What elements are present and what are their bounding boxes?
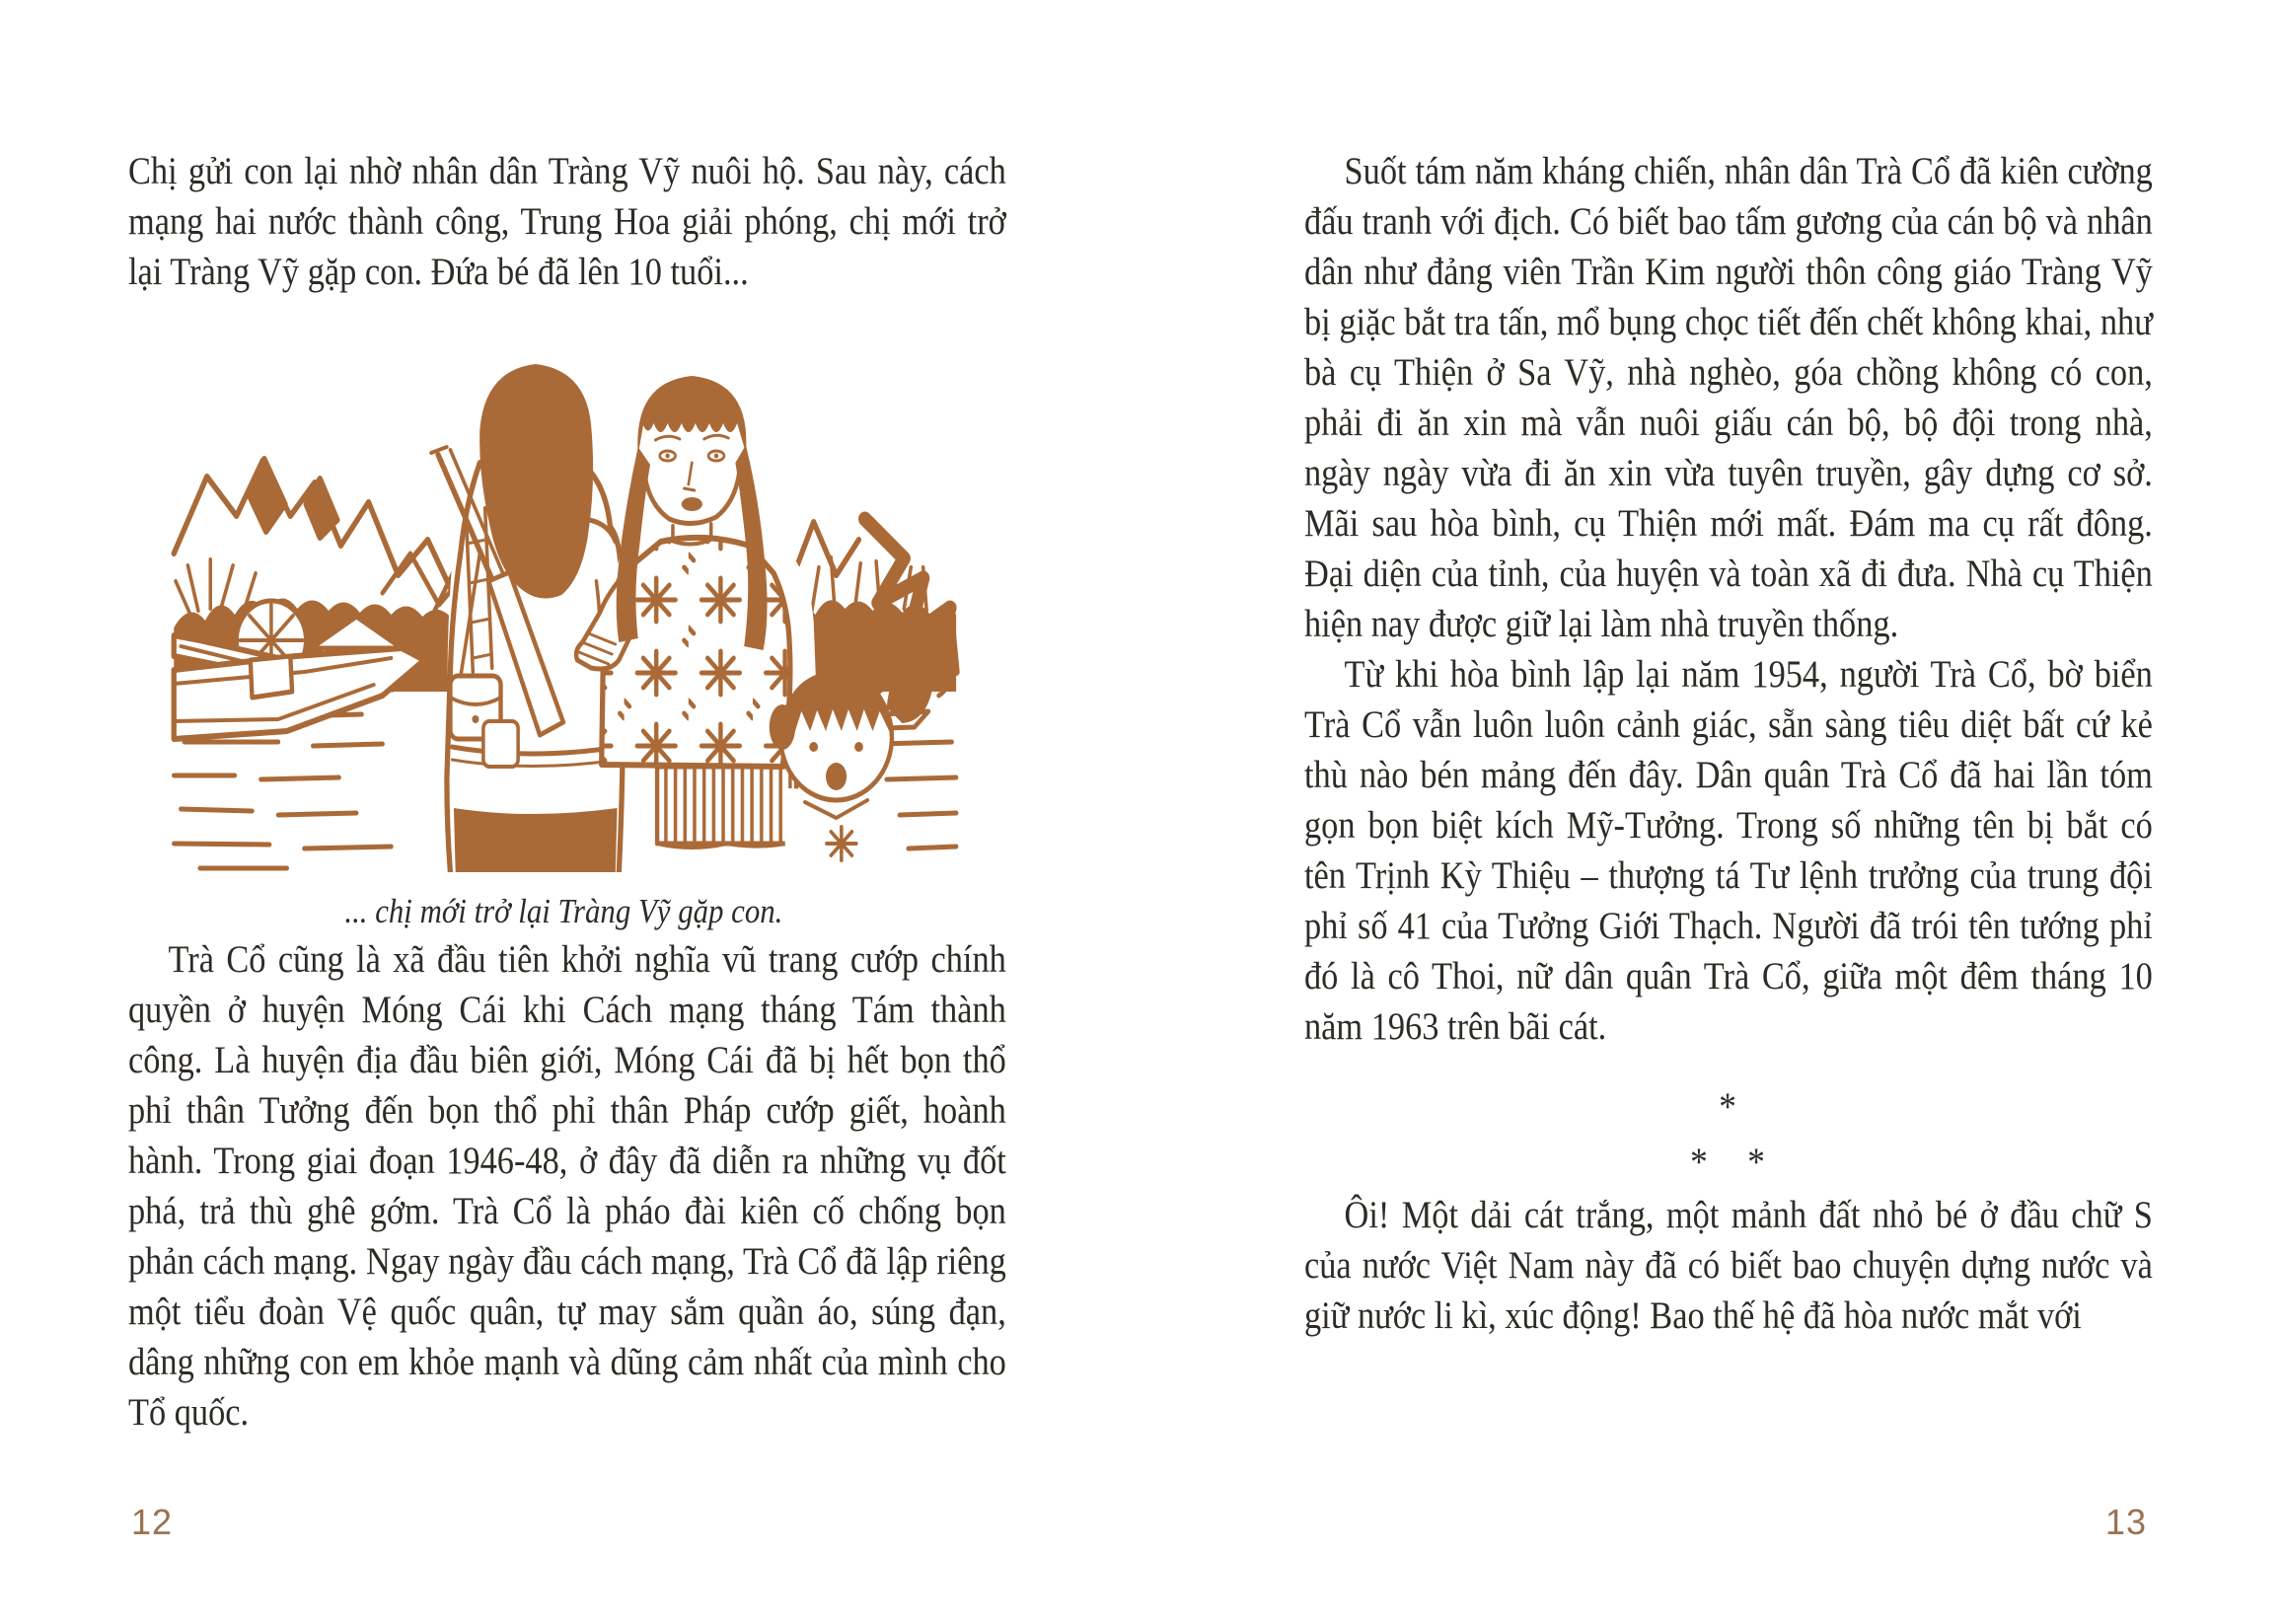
page-number-right: 13 [2105,1502,2148,1542]
story-illustration [121,344,1006,934]
section-separator [1304,1079,2153,1190]
paragraph: Trà Cổ cũng là xã đầu tiên khởi nghĩa vũ trang cướp chính quyền ở huyện Móng Cái khi Cách mạng tháng Tám thành công. Là huyện địa đầu biên giới, Móng Cái đã bị hết bọn thổ phỉ thân Tưởng đến bọn thổ phỉ thân Pháp cướp giết, hoành hành. Trong giai đoạn 1946-48, ở đây đã diễn ra những vụ đốt phá, trả thù ghê gớm. Trà Cổ là pháo đài kiên cố chống bọn phản cách mạng. Ngay ngày đầu cách mạng, Trà Cổ đã lập riêng một tiểu đoàn Vệ quốc quân, tự may sắm quần áo, súng đạn, dâng những con em khỏe mạnh và dũng cảm nhất của mình cho Tổ quốc. [128,938,1006,1434]
paragraph: Chị gửi con lại nhờ nhân dân Tràng Vỹ nuôi hộ. Sau này, cách mạng hai nước thành công, Trung Hoa giải phóng, chị mới trở lại Tràng Vỹ gặp con. Đứa bé đã lên 10 tuổi... [128,150,1006,293]
paragraph: Ôi! Một dải cát trắng, một mảnh đất nhỏ bé ở đầu chữ S của nước Việt Nam này đã có biết bao chuyện dựng nước và giữ nước li kì, xúc động! Bao thế hệ đã hòa nước mắt với [1304,1194,2153,1337]
illustration-caption: ... chị mới trở lại Tràng Vỹ gặp con. [344,892,783,930]
book-page-right [1304,146,2151,1341]
book-page-left [128,146,1006,1438]
separator-asterisk-row-2: * * [1690,1140,1767,1184]
page-number-left: 12 [131,1502,174,1542]
separator-asterisk-row-1: * [1719,1084,1738,1129]
illustration-two-women-child-boats [121,344,1009,872]
paragraph: Suốt tám năm kháng chiến, nhân dân Trà Cổ đã kiên cường đấu tranh với địch. Có biết bao tấm gương của cán bộ và nhân dân như đảng viên Trần Kim người thôn công giáo Tràng Vỹ bị giặc bắt tra tấn, mổ bụng chọc tiết đến chết không khai, như bà cụ Thiện ở Sa Vỹ, nhà nghèo, góa chồng không có con, phải đi ăn xin mà vẫn nuôi giấu cán bộ, bộ đội trong nhà, ngày ngày vừa đi ăn xin vừa tuyên truyền, gây dựng cơ sở. Mãi sau hòa bình, cụ Thiện mới mất. Đám ma cụ rất đông. Đại diện của tỉnh, của huyện và toàn xã đi đưa. Nhà cụ Thiện hiện nay được giữ lại làm nhà truyền thống. [1304,150,2153,645]
paragraph: Từ khi hòa bình lập lại năm 1954, người Trà Cổ, bờ biển Trà Cổ vẫn luôn luôn cảnh giác, sẵn sàng tiêu diệt bất cứ kẻ thù nào bén mảng đến đây. Dân quân Trà Cổ đã hai lần tóm gọn bọn biệt kích Mỹ-Tưởng. Trong số những tên bị bắt có tên Trịnh Kỳ Thiệu – thượng tá Tư lệnh trưởng của trung đội phỉ số 41 của Tưởng Giới Thạch. Người đã trói tên tướng phỉ đó là cô Thoi, nữ dân quân Trà Cổ, giữa một đêm tháng 10 năm 1963 trên bãi cát. [1304,653,2153,1048]
